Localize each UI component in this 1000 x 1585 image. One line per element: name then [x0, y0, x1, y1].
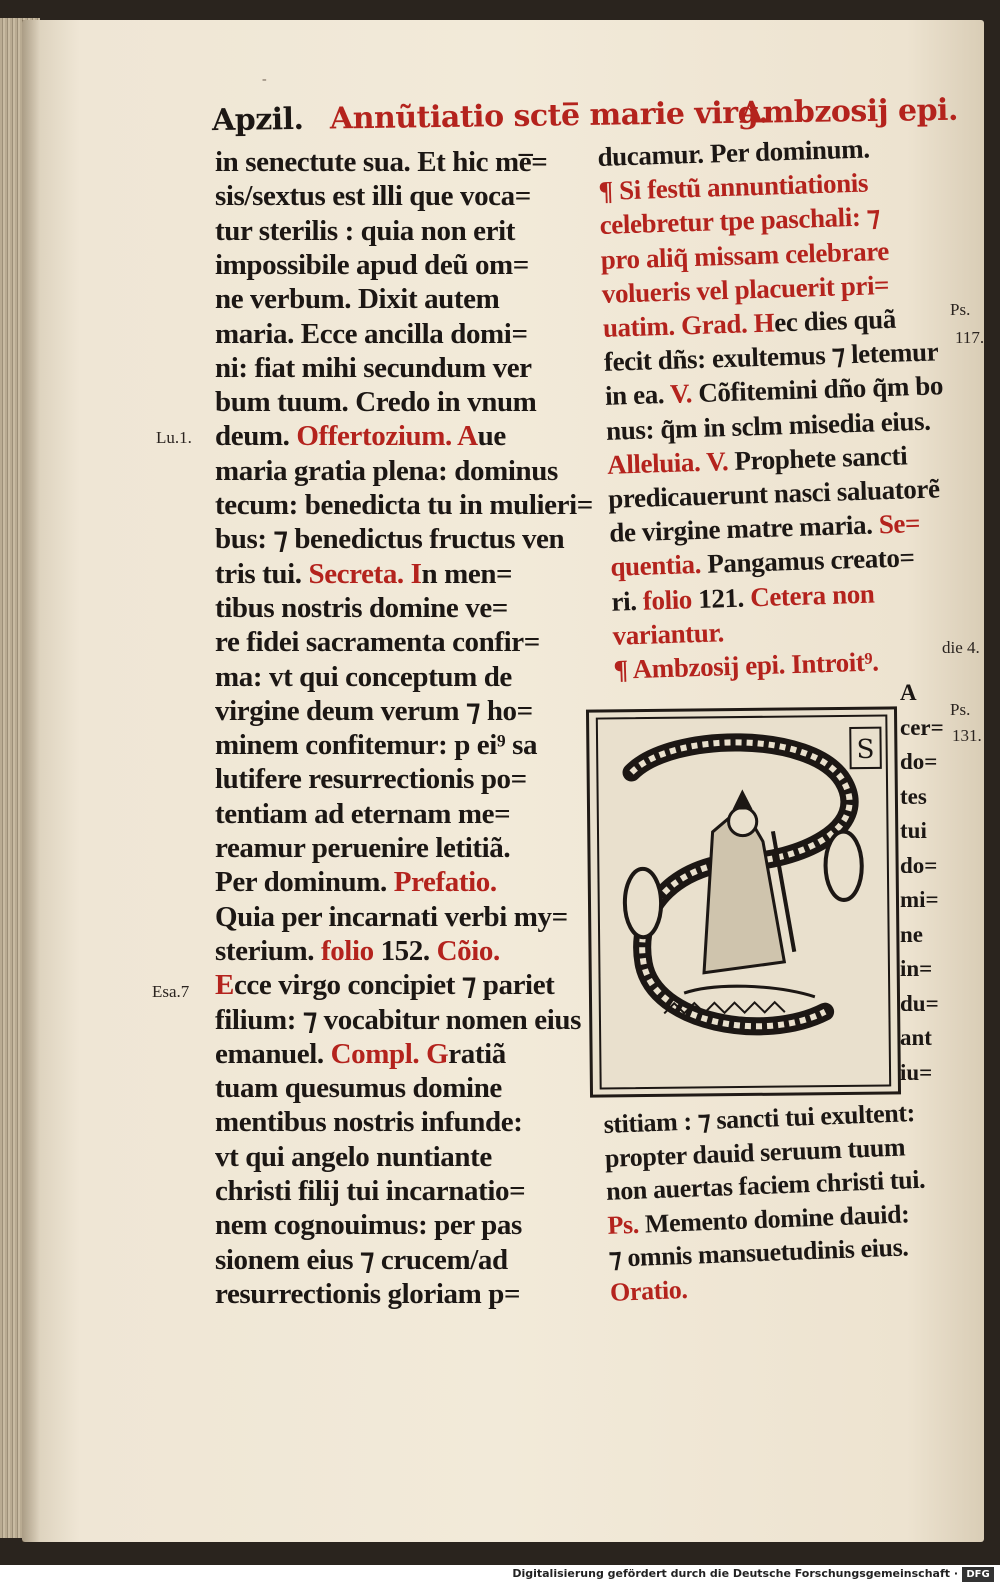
margin-note-isaiah: Esa.7: [152, 982, 190, 1001]
body-text: ne verbum. Dixit autem: [215, 283, 500, 316]
woodcut-initial: [586, 706, 901, 1097]
body-text: bum tuum. Credo in vnum: [215, 386, 537, 419]
narrow-column-word: do=: [900, 749, 938, 774]
body-text: nus: q̃m in sclm misedia eius.: [605, 405, 931, 446]
text-line: [215, 317, 528, 351]
body-text: re fidei sacramenta confir=: [215, 626, 540, 659]
rubric-text: quentia.: [609, 549, 708, 583]
text-line: [215, 214, 515, 248]
body-text: de virgine matre maria.: [608, 509, 880, 548]
margin-note-luke: Lu.1.: [156, 428, 192, 447]
body-text: tecum: benedicta tu in mulieri=: [215, 489, 593, 521]
margin-note-psalm-number: 117.: [955, 328, 985, 347]
dfg-logo: DFG: [962, 1567, 994, 1582]
body-text: sterium.: [215, 934, 321, 967]
woodcut-letter: S: [856, 734, 875, 766]
body-text: ratiã: [448, 1037, 506, 1070]
rubric-text: ¶ Si festũ annuntiationis: [598, 167, 869, 207]
margin-note-psalm-lower: Ps.: [950, 700, 971, 719]
text-line: [215, 282, 499, 316]
text-line: [215, 351, 532, 385]
rubric-text: volueris vel placuerit pri=: [601, 269, 890, 309]
body-text: Memento domine dauid:: [644, 1198, 910, 1238]
body-text: maria gratia plena: dominus: [215, 454, 558, 487]
text-line: [215, 1243, 508, 1277]
body-text: bus: ⁊ benedictus fructus ven: [215, 523, 565, 556]
margin-note-day: die 4.: [942, 638, 980, 657]
body-text: ec dies quã: [773, 303, 897, 338]
text-line: [215, 1003, 581, 1037]
header-second-feast: Ambzosij epi.: [739, 92, 959, 131]
body-text: propter dauid seruum tuum: [604, 1131, 906, 1173]
text-line: [215, 557, 512, 591]
footer-bar: [0, 1565, 1000, 1585]
text-line: [215, 900, 568, 934]
rubric-text: Se=: [878, 508, 921, 540]
text-line: [215, 1174, 525, 1208]
text-line: [215, 831, 510, 865]
rubric-text: Prefatio.: [393, 866, 497, 899]
body-text: Prophete sancti: [734, 440, 908, 476]
text-line: [215, 694, 533, 728]
narrow-column-word: cer=: [900, 714, 944, 740]
header-feast: Annũtiatio scte̅ marie virg.: [329, 95, 769, 137]
body-text: tibus nostris domine ve=: [215, 591, 508, 624]
text-line: [215, 1105, 522, 1139]
text-line: [609, 1272, 688, 1309]
footer-credit: Digitalisierung gefördert durch die Deutsche Forschungsgemeinschaft ·: [512, 1567, 958, 1580]
body-text: filium: ⁊ vocabitur nomen eius: [215, 1003, 582, 1036]
narrow-column-word: iu=: [900, 1059, 933, 1085]
text-line: [215, 179, 531, 213]
body-text: n men=: [421, 557, 513, 590]
text-line: [215, 385, 536, 419]
body-text: Pangamus creato=: [706, 542, 915, 580]
body-text: ducamur. Per dominum.: [597, 133, 871, 172]
text-line: [215, 865, 497, 899]
body-text: deum.: [215, 420, 297, 453]
narrow-column-word: do=: [900, 852, 938, 878]
body-text: ni: fiat mihi secundum ver: [215, 351, 532, 384]
body-text: emanuel.: [215, 1037, 331, 1070]
rubric-text: Ps.: [606, 1208, 646, 1240]
text-line: [215, 728, 537, 762]
rubric-text: Offertozium. A: [296, 420, 478, 453]
rubric-text: Secreta. I: [308, 557, 422, 590]
body-text: Cõfitemini dño q̃m bo: [697, 370, 944, 409]
body-text: tuam quesumus domine: [215, 1072, 502, 1105]
text-line: [215, 1071, 502, 1105]
rubric-text: celebretur tpe paschali: ⁊: [599, 201, 881, 241]
body-text: 121.: [697, 582, 751, 614]
body-text: predicauerunt nasci saluatorẽ: [607, 473, 940, 514]
text-line: [215, 1208, 522, 1242]
margin-note-psalm: Ps.: [950, 300, 971, 319]
body-text: nem cognouimus: per pas: [215, 1209, 522, 1242]
margin-note-psalm-lower-number: 131.: [952, 726, 982, 745]
rubric-text: Oratio.: [609, 1274, 688, 1307]
gutter-shadow: [22, 20, 40, 1542]
rubric-text: ¶ Ambzosij epi. Introit⁹.: [613, 646, 879, 685]
narrow-column-word: tes: [900, 783, 927, 809]
text-line: [215, 522, 564, 556]
narrow-column-word: in=: [900, 956, 933, 981]
text-line: [215, 1037, 506, 1071]
body-text: Per dominum.: [215, 866, 394, 899]
body-text: maria. Ecce ancilla domi=: [215, 317, 528, 350]
body-text: tur sterilis : quia non erit: [215, 214, 516, 247]
header-month: Apzil.: [211, 101, 304, 139]
rubric-text: uatim. Grad. H: [602, 307, 775, 343]
text-line: [215, 248, 529, 282]
narrow-column-word: tui: [900, 818, 927, 843]
body-text: tris tui.: [215, 557, 309, 590]
text-line: [215, 419, 506, 453]
text-line: [215, 454, 558, 488]
body-text: ue: [477, 420, 506, 453]
body-text: sis/sextus est illi que voca=: [215, 180, 531, 213]
body-text: in senectute sua. Et hic me̅=: [215, 146, 548, 178]
rubric-text: Cõio.: [436, 934, 500, 967]
rubric-text: Compl. G: [330, 1037, 449, 1070]
body-text: reamur peruenire letitiã.: [215, 832, 511, 864]
body-text: ma: vt qui conceptum de: [215, 660, 512, 693]
text-line: [215, 797, 510, 831]
body-text: sionem eius ⁊ crucem/ad: [215, 1243, 508, 1276]
text-line: [215, 762, 527, 796]
text-line: [215, 625, 540, 659]
body-text: christi filij tui incarnatio=: [215, 1175, 526, 1207]
text-line: [215, 1140, 492, 1174]
body-text: minem confitemur: p ei⁹ sa: [215, 729, 538, 762]
rubric-text: pro aliq̃ missam celebrare: [600, 235, 890, 275]
woodcut-illustration: [589, 709, 898, 1094]
rubric-text: E: [215, 969, 234, 1002]
body-text: lutifere resurrectionis po=: [215, 763, 527, 796]
narrow-column-word: mi=: [900, 887, 939, 912]
rubric-text: V.: [669, 378, 699, 410]
text-line: [215, 591, 508, 625]
text-line: [612, 615, 724, 652]
text-line: [215, 145, 547, 179]
body-text: tentiam ad eternam me=: [215, 797, 511, 830]
body-text: fecit dñs: exultemus ⁊ letemur: [603, 336, 939, 378]
rubric-text: folio: [320, 934, 381, 967]
body-text: non auertas faciem christi tui.: [605, 1164, 926, 1206]
body-text: 152.: [380, 934, 437, 967]
text-line: [215, 660, 512, 694]
narrow-column-word: du=: [900, 990, 939, 1016]
rubric-text: Cetera non: [749, 578, 875, 612]
body-text: resurrectionis gloriam p=: [215, 1277, 521, 1310]
text-line: [215, 968, 554, 1002]
body-text: mentibus nostris infunde:: [215, 1106, 523, 1139]
body-text: cce virgo concipiet ⁊ pariet: [233, 969, 555, 1002]
rubric-text: variantur.: [612, 617, 725, 651]
narrow-column-word: ant: [900, 1025, 932, 1050]
body-text: stitiam : ⁊ sancti tui exultent:: [603, 1098, 916, 1139]
body-text: Quia per incarnati verbi my=: [215, 900, 568, 933]
rubric-text: Alleluia. V.: [606, 445, 735, 480]
rubric-text: folio: [642, 583, 699, 616]
body-text: virgine deum verum ⁊ ho=: [215, 694, 533, 727]
text-line: [215, 934, 500, 968]
sheet-mark: -: [262, 72, 267, 87]
body-text: ri.: [611, 585, 644, 617]
body-text: ⁊ omnis mansuetudinis eius.: [608, 1232, 909, 1273]
narrow-column-word: ne: [900, 921, 923, 947]
body-text: in ea.: [604, 379, 671, 412]
body-text: impossibile apud deũ om=: [215, 248, 529, 281]
body-text: vt qui angelo nuntiante: [215, 1140, 492, 1173]
narrow-column-word: A: [900, 680, 917, 705]
text-line: [215, 488, 593, 522]
text-line: [215, 1277, 520, 1311]
